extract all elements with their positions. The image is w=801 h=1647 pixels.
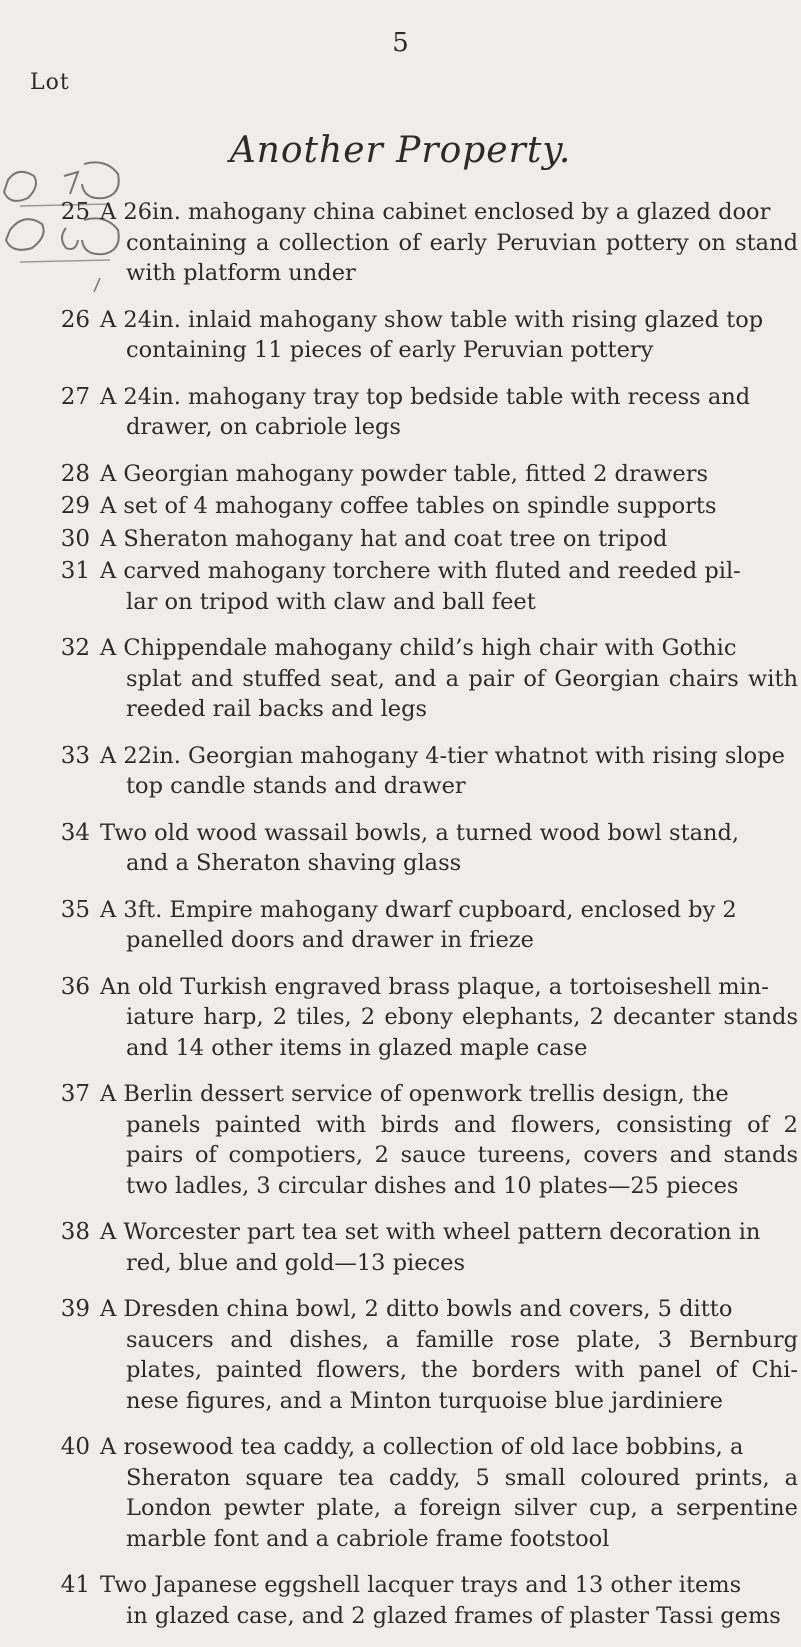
- lot-entry: [30, 1217, 798, 1278]
- lot-description-first-line: A rosewood tea caddy, a collection of old lace bobbins, a: [100, 1434, 744, 1460]
- lot-number: 31: [60, 558, 90, 584]
- lot-description-first-line: A set of 4 mahogany coffee tables on spindle supports: [100, 493, 717, 519]
- lot-description-first-line: Two Japanese eggshell lacquer trays and 13 other items: [100, 1572, 742, 1598]
- lot-description-continuation: red, blue and gold—13 pieces: [126, 1249, 466, 1276]
- lot-number: 34: [60, 819, 90, 846]
- lot-entry: [30, 895, 798, 956]
- lot-description: [100, 1294, 798, 1416]
- lot-description-continuation: and a Sheraton shaving glass: [126, 850, 462, 876]
- lot-number: 26: [60, 306, 90, 333]
- lot-number: 32: [60, 635, 90, 661]
- lot-number: 40: [60, 1434, 90, 1460]
- lot-number: 38: [60, 1219, 90, 1245]
- lot-number: 36: [60, 973, 90, 1000]
- lot-description: [100, 556, 798, 617]
- lot-description: [100, 741, 798, 802]
- lot-description-continuation: Sheraton square tea caddy, 5 small coloured prints, a London pewter plate, a foreign silver cup, a serpentine marble font and a cabriole frame footstool: [126, 1464, 798, 1552]
- lot-entry: [30, 556, 798, 617]
- lot-description: [100, 1079, 798, 1201]
- lot-entry: [30, 818, 798, 879]
- lot-description-first-line: A carved mahogany torchere with fluted and reeded pil-: [100, 558, 741, 584]
- lot-description: [100, 1432, 798, 1554]
- lot-description-first-line: A Georgian mahogany powder table, fitted 2 drawers: [100, 460, 708, 487]
- lot-description: [100, 491, 798, 522]
- lot-description: [100, 1570, 798, 1631]
- lot-description: [100, 305, 798, 366]
- lot-number: 39: [60, 1296, 90, 1322]
- lot-description: [100, 197, 798, 289]
- lot-number: 27: [60, 383, 90, 410]
- lot-number: 28: [60, 460, 90, 487]
- section-heading: Another Property.: [229, 130, 572, 171]
- lot-entry: [30, 305, 798, 366]
- lot-description: [100, 459, 798, 490]
- lot-entry: [30, 633, 798, 725]
- lot-description-first-line: A Berlin dessert service of openwork trellis design, the: [100, 1081, 729, 1107]
- lot-entry: [30, 524, 798, 555]
- lot-number: 30: [60, 525, 90, 552]
- lot-entry: [30, 972, 798, 1064]
- lot-description: [100, 818, 798, 879]
- lot-entry: [30, 1079, 798, 1201]
- lot-description: [100, 1217, 798, 1278]
- lot-number: 33: [60, 742, 90, 769]
- lot-entry: [30, 382, 798, 443]
- lot-description-first-line: A Worcester part tea set with wheel pattern decoration in: [100, 1219, 761, 1245]
- lot-entry: [30, 741, 798, 802]
- lot-description-first-line: A 26in. mahogany china cabinet enclosed by a glazed door: [100, 199, 771, 225]
- lot-description-continuation: lar on tripod with claw and ball feet: [126, 588, 536, 615]
- lot-description-first-line: Two old wood wassail bowls, a turned wood bowl stand,: [100, 819, 740, 846]
- lot-description-first-line: An old Turkish engraved brass plaque, a tortoiseshell min-: [100, 973, 769, 1000]
- lot-description-continuation: saucers and dishes, a famille rose plate, 3 Bernburg plates, painted flowers, the borders with panel of Chi- nese figures, and a Minton turquoise blue jardiniere: [126, 1326, 798, 1414]
- lot-entry: [30, 1294, 798, 1416]
- lot-description-first-line: A 24in. inlaid mahogany show table with rising glazed top: [100, 306, 764, 333]
- lot-description: [100, 633, 798, 725]
- lot-column-header: Lot: [30, 70, 70, 95]
- lot-description-continuation: drawer, on cabriole legs: [126, 414, 401, 440]
- lot-description-first-line: A Chippendale mahogany child’s high chair with Gothic: [100, 635, 737, 661]
- lot-description-continuation: iature harp, 2 tiles, 2 ebony elephants, 2 decanter stands and 14 other items in glazed maple case: [126, 1004, 798, 1061]
- lot-description-first-line: A 3ft. Empire mahogany dwarf cupboard, enclosed by 2: [100, 896, 737, 923]
- lot-number: 29: [60, 493, 90, 519]
- lot-description-first-line: A Sheraton mahogany hat and coat tree on tripod: [100, 525, 668, 552]
- lot-description-continuation: in glazed case, and 2 glazed frames of plaster Tassi gems: [126, 1602, 781, 1629]
- lot-entry: [30, 491, 798, 522]
- lot-description-first-line: A Dresden china bowl, 2 ditto bowls and covers, 5 ditto: [100, 1296, 733, 1322]
- lot-description: [100, 895, 798, 956]
- lot-description-continuation: panels painted with birds and flowers, consisting of 2 pairs of compotiers, 2 sauce tureens, covers and stands two ladles, 3 circular dishes and 10 plates—25 pieces: [126, 1111, 798, 1199]
- lot-description-continuation: top candle stands and drawer: [126, 773, 466, 799]
- lot-number: 41: [60, 1572, 90, 1598]
- lot-entry: [30, 1570, 798, 1631]
- lot-description: [100, 972, 798, 1064]
- lot-number: 37: [60, 1081, 90, 1107]
- lot-list: [30, 197, 798, 1647]
- lot-number: 25: [60, 199, 90, 225]
- lot-entry: [30, 459, 798, 490]
- lot-entry: [30, 1432, 798, 1554]
- lot-description: [100, 524, 798, 555]
- lot-description-continuation: containing 11 pieces of early Peruvian pottery: [126, 337, 654, 363]
- lot-description-continuation: panelled doors and drawer in frieze: [126, 927, 534, 953]
- lot-entry: [30, 197, 798, 289]
- lot-description-continuation: splat and stuffed seat, and a pair of Georgian chairs with reeded rail backs and legs: [126, 665, 798, 722]
- lot-description-first-line: A 22in. Georgian mahogany 4-tier whatnot with rising slope: [100, 742, 785, 769]
- lot-description-continuation: containing a collection of early Peruvian pottery on stand with platform under: [126, 229, 798, 286]
- lot-description: [100, 382, 798, 443]
- lot-description-first-line: A 24in. mahogany tray top bedside table with recess and: [100, 383, 751, 410]
- lot-number: 35: [60, 896, 90, 923]
- page-number: 5: [392, 28, 409, 58]
